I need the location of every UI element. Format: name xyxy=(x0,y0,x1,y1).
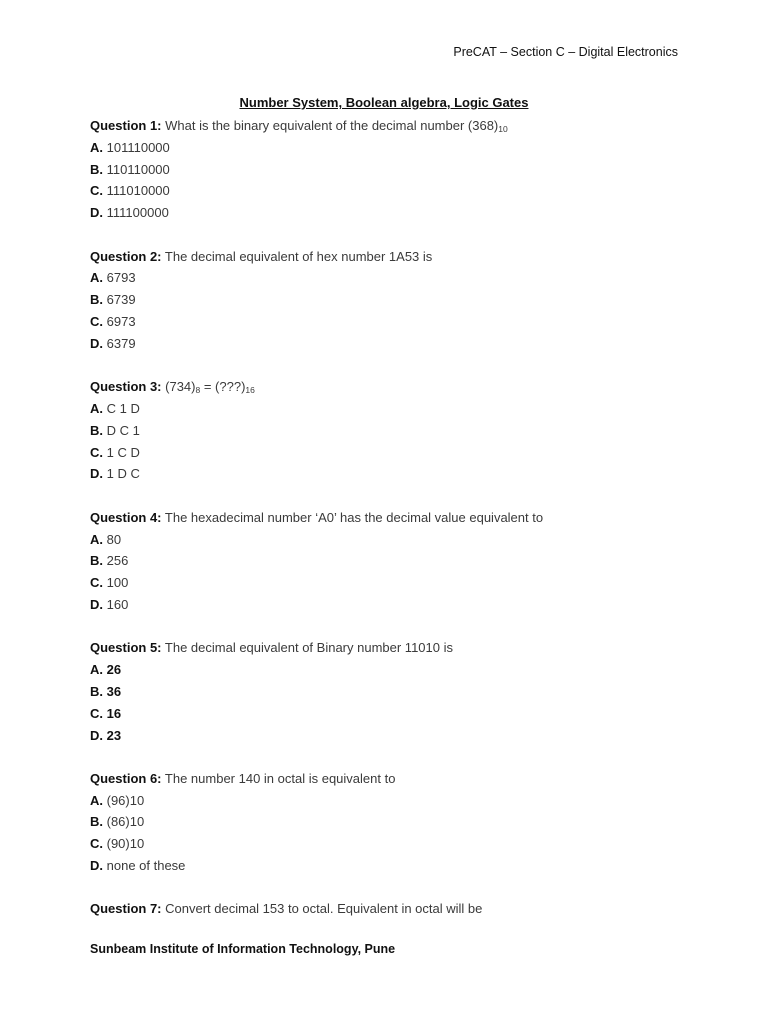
option-letter: C. xyxy=(90,444,103,460)
base-subscript: 10 xyxy=(498,124,508,134)
question-stem xyxy=(90,768,690,790)
option-d xyxy=(90,463,690,485)
option-text: 16 xyxy=(106,705,122,721)
question-number: Question 1: xyxy=(90,118,162,133)
option-c xyxy=(90,703,690,725)
option-b xyxy=(90,159,690,181)
option-d xyxy=(90,725,690,747)
option-letter: D. xyxy=(90,858,103,874)
option-text: 36 xyxy=(106,683,122,699)
question-text: The number 140 in octal is equivalent to xyxy=(164,770,396,786)
question-7 xyxy=(90,898,690,920)
option-letter: B. xyxy=(90,553,103,569)
option-letter: A. xyxy=(90,139,103,155)
option-letter: D. xyxy=(90,205,103,221)
question-number: Question 3: xyxy=(90,379,162,395)
option-d xyxy=(90,333,690,355)
option-letter: C. xyxy=(90,183,103,199)
option-letter: A. xyxy=(90,400,103,416)
option-c xyxy=(90,572,690,594)
option-c xyxy=(90,180,690,202)
section-title: Number System, Boolean algebra, Logic Gates xyxy=(239,95,529,110)
option-b xyxy=(90,420,690,442)
option-b xyxy=(90,811,690,833)
option-letter: B. xyxy=(90,161,103,177)
option-text: (90)10 xyxy=(106,836,145,852)
question-stem xyxy=(90,115,690,137)
page-header: PreCAT – Section C – Digital Electronics xyxy=(453,45,678,59)
option-letter: C. xyxy=(90,705,103,721)
option-a xyxy=(90,267,690,289)
option-a xyxy=(90,659,690,681)
option-a xyxy=(90,529,690,551)
option-a xyxy=(90,137,690,159)
option-c xyxy=(90,833,690,855)
option-letter: D. xyxy=(90,727,103,743)
option-text: 100 xyxy=(106,575,129,591)
option-letter: A. xyxy=(90,792,103,808)
question-stem xyxy=(90,507,690,529)
option-text: 111100000 xyxy=(106,205,169,221)
question-stem xyxy=(90,898,690,920)
question-text: The decimal equivalent of Binary number 11010 is xyxy=(164,640,453,656)
question-text: (734) xyxy=(165,379,196,395)
question-list xyxy=(90,115,690,942)
question-5 xyxy=(90,637,690,746)
option-letter: A. xyxy=(90,662,103,678)
option-b xyxy=(90,289,690,311)
option-d xyxy=(90,594,690,616)
option-b xyxy=(90,550,690,572)
option-letter: A. xyxy=(90,270,103,286)
option-letter: D. xyxy=(90,596,103,612)
option-text: 6973 xyxy=(106,313,136,329)
question-1 xyxy=(90,115,690,224)
question-stem xyxy=(90,637,690,659)
option-d xyxy=(90,855,690,877)
option-letter: B. xyxy=(90,292,103,308)
page-footer: Sunbeam Institute of Information Technology, Pune xyxy=(90,942,396,956)
option-a xyxy=(90,398,690,420)
option-c xyxy=(90,442,690,464)
option-text: C 1 D xyxy=(106,400,140,416)
option-text: 6793 xyxy=(106,270,136,286)
question-number: Question 4: xyxy=(90,509,162,525)
option-text: 1 D C xyxy=(106,466,140,482)
option-letter: C. xyxy=(90,575,103,591)
option-letter: C. xyxy=(90,313,103,329)
question-text: Convert decimal 153 to octal. Equivalent in octal will be xyxy=(165,901,483,917)
option-text: (96)10 xyxy=(106,792,145,808)
option-text: none of these xyxy=(106,858,186,874)
question-stem xyxy=(90,246,690,268)
option-text: 256 xyxy=(106,553,129,569)
question-number: Question 5: xyxy=(90,640,162,656)
question-2 xyxy=(90,246,690,355)
question-text: The decimal equivalent of hex number 1A53 is xyxy=(164,248,433,264)
question-number: Question 2: xyxy=(90,248,162,264)
option-text: (86)10 xyxy=(106,814,145,830)
option-text: 101110000 xyxy=(106,139,170,155)
option-letter: D. xyxy=(90,466,103,482)
option-text: 1 C D xyxy=(106,444,140,460)
question-number: Question 6: xyxy=(90,770,162,786)
question-text: What is the binary equivalent of the decimal number (368) xyxy=(165,118,499,133)
option-text: 160 xyxy=(106,596,129,612)
option-text: 80 xyxy=(106,531,122,547)
question-6 xyxy=(90,768,690,877)
option-letter: B. xyxy=(90,814,103,830)
question-3 xyxy=(90,376,690,485)
question-stem xyxy=(90,376,690,398)
option-text: 6739 xyxy=(106,292,136,308)
option-letter: B. xyxy=(90,422,103,438)
option-text: D C 1 xyxy=(106,422,140,438)
option-d xyxy=(90,202,690,224)
option-letter: D. xyxy=(90,335,103,351)
option-c xyxy=(90,311,690,333)
option-a xyxy=(90,790,690,812)
question-text: The hexadecimal number ‘A0’ has the decimal value equivalent to xyxy=(164,509,544,525)
question-text: = (???) xyxy=(200,379,246,395)
option-text: 6379 xyxy=(106,335,136,351)
base-subscript: 16 xyxy=(245,385,255,396)
base-subscript: 8 xyxy=(195,385,201,396)
option-b xyxy=(90,681,690,703)
option-letter: B. xyxy=(90,683,103,699)
option-letter: C. xyxy=(90,836,103,852)
question-4 xyxy=(90,507,690,616)
option-text: 110110000 xyxy=(106,161,170,177)
option-text: 111010000 xyxy=(106,183,170,199)
option-letter: A. xyxy=(90,531,103,547)
question-number: Question 7: xyxy=(90,901,162,917)
option-text: 26 xyxy=(106,662,122,678)
option-text: 23 xyxy=(106,727,122,743)
